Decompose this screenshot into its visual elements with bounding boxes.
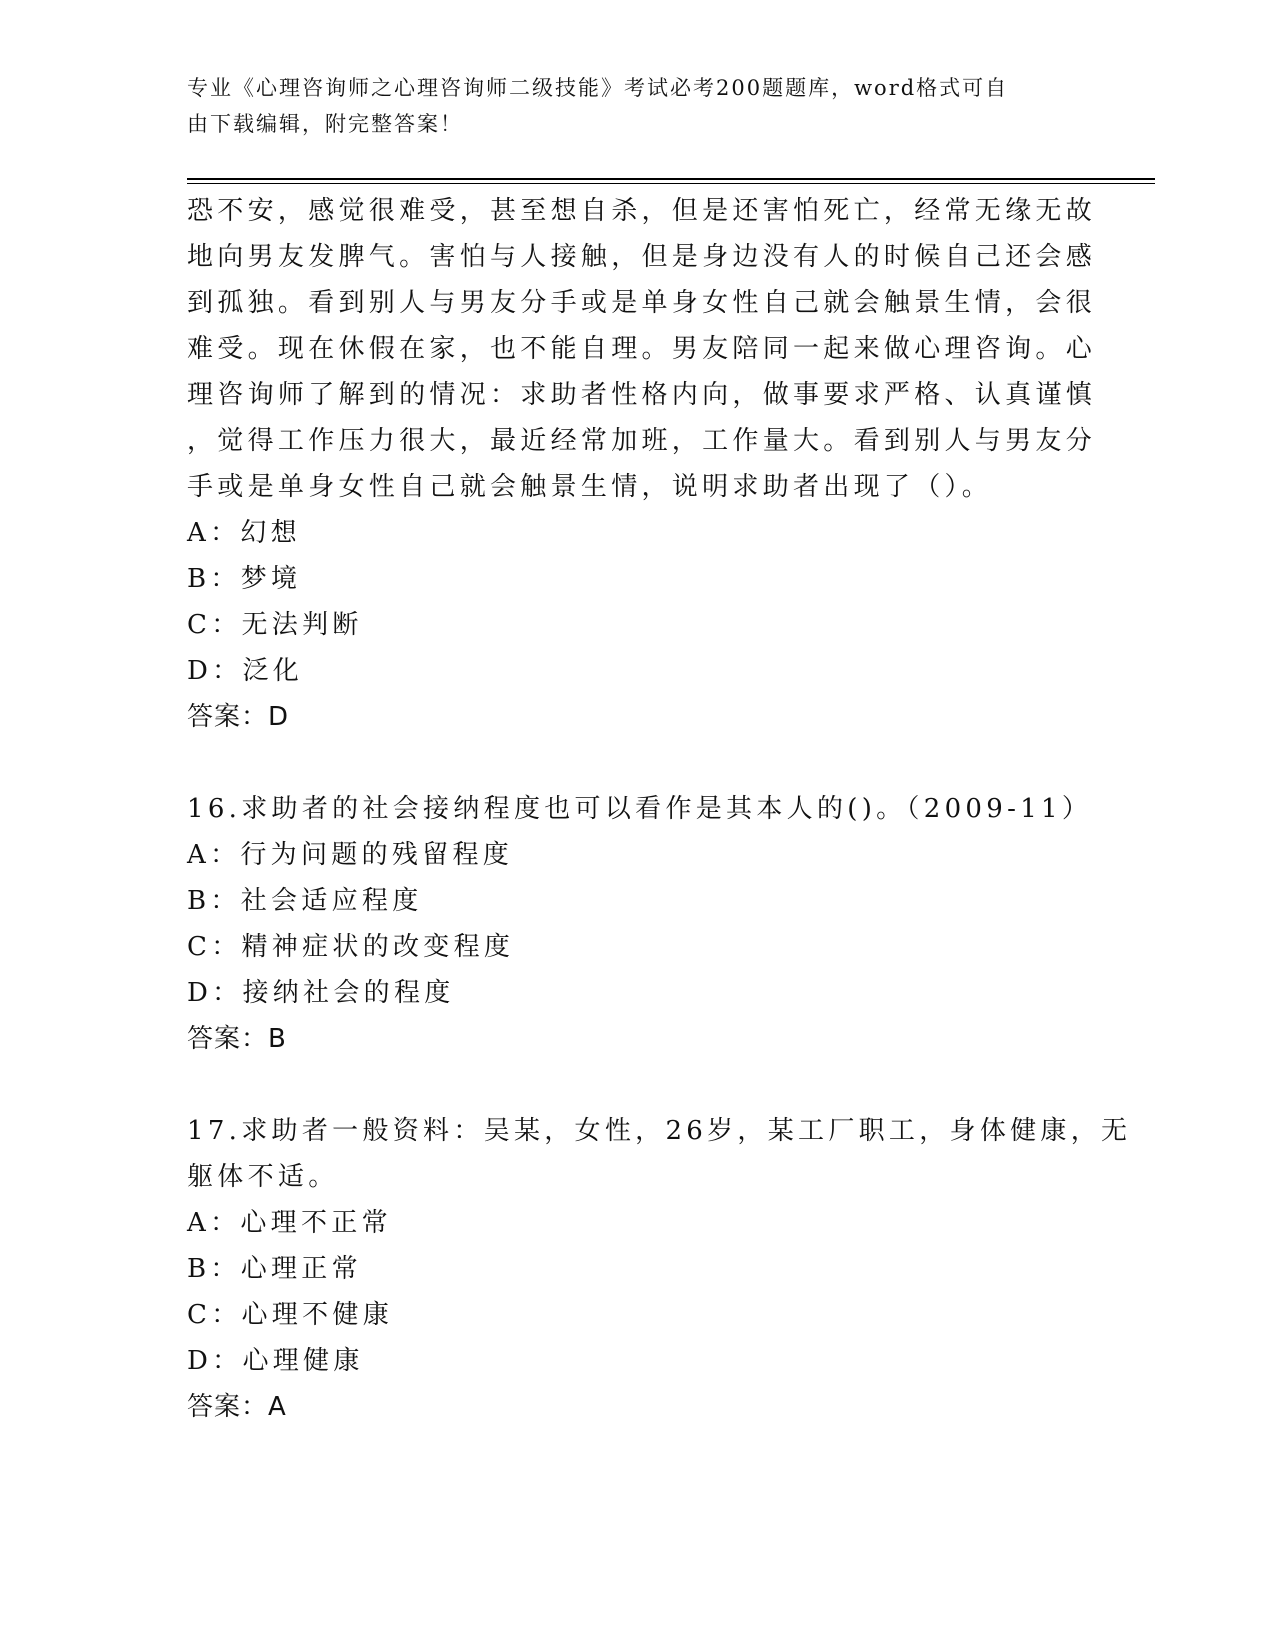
- answer-line: 答案：A: [187, 1392, 287, 1422]
- question-stem-continued: 躯体不适。: [187, 1162, 339, 1192]
- option-a: A：心理不正常: [187, 1208, 392, 1238]
- passage-line: 地向男友发脾气。害怕与人接触，但是身边没有人的时候自己还会感: [187, 242, 1097, 272]
- passage-line: 难受。现在休假在家，也不能自理。男友陪同一起来做心理咨询。心: [187, 334, 1097, 364]
- option-c: C：无法判断: [187, 610, 363, 640]
- document-header: [187, 70, 1087, 142]
- question-stem: 17.求助者一般资料：吴某，女性，26岁，某工厂职工，身体健康，无: [187, 1116, 1132, 1146]
- header-divider-thick: [187, 178, 1155, 180]
- option-b: B：梦境: [187, 564, 302, 594]
- question-15: [187, 188, 1097, 740]
- option-c: C：精神症状的改变程度: [187, 932, 515, 962]
- passage-line: 恐不安，感觉很难受，甚至想自杀，但是还害怕死亡，经常无缘无故: [187, 196, 1097, 226]
- option-a: A：行为问题的残留程度: [187, 840, 514, 870]
- option-d: D：接纳社会的程度: [187, 978, 455, 1008]
- option-b: B：社会适应程度: [187, 886, 423, 916]
- question-17: [187, 1108, 1132, 1430]
- option-d: D：心理健康: [187, 1346, 364, 1376]
- option-b: B：心理正常: [187, 1254, 362, 1284]
- question-stem: 16.求助者的社会接纳程度也可以看作是其本人的()。（2009-11）: [187, 794, 1093, 824]
- header-line-1: 专业《心理咨询师之心理咨询师二级技能》考试必考200题题库，word格式可自: [187, 76, 1009, 100]
- passage-line: 手或是单身女性自己就会触景生情，说明求助者出现了（）。: [187, 472, 993, 502]
- question-16: [187, 786, 1093, 1062]
- header-line-2: 由下载编辑，附完整答案！: [187, 112, 463, 136]
- spacer: [187, 740, 1087, 786]
- document-body: [187, 188, 1132, 1430]
- passage-line: 到孤独。看到别人与男友分手或是单身女性自己就会触景生情，会很: [187, 288, 1097, 318]
- option-a: A：幻想: [187, 518, 301, 548]
- answer-line: 答案：D: [187, 702, 290, 732]
- spacer: [187, 1062, 1087, 1108]
- passage-line: ，觉得工作压力很大，最近经常加班，工作量大。看到别人与男友分: [187, 426, 1097, 456]
- option-c: C：心理不健康: [187, 1300, 393, 1330]
- option-d: D：泛化: [187, 656, 304, 686]
- passage-line: 理咨询师了解到的情况：求助者性格内向，做事要求严格、认真谨慎: [187, 380, 1097, 410]
- header-divider-thin: [187, 183, 1155, 184]
- answer-line: 答案：B: [187, 1024, 287, 1054]
